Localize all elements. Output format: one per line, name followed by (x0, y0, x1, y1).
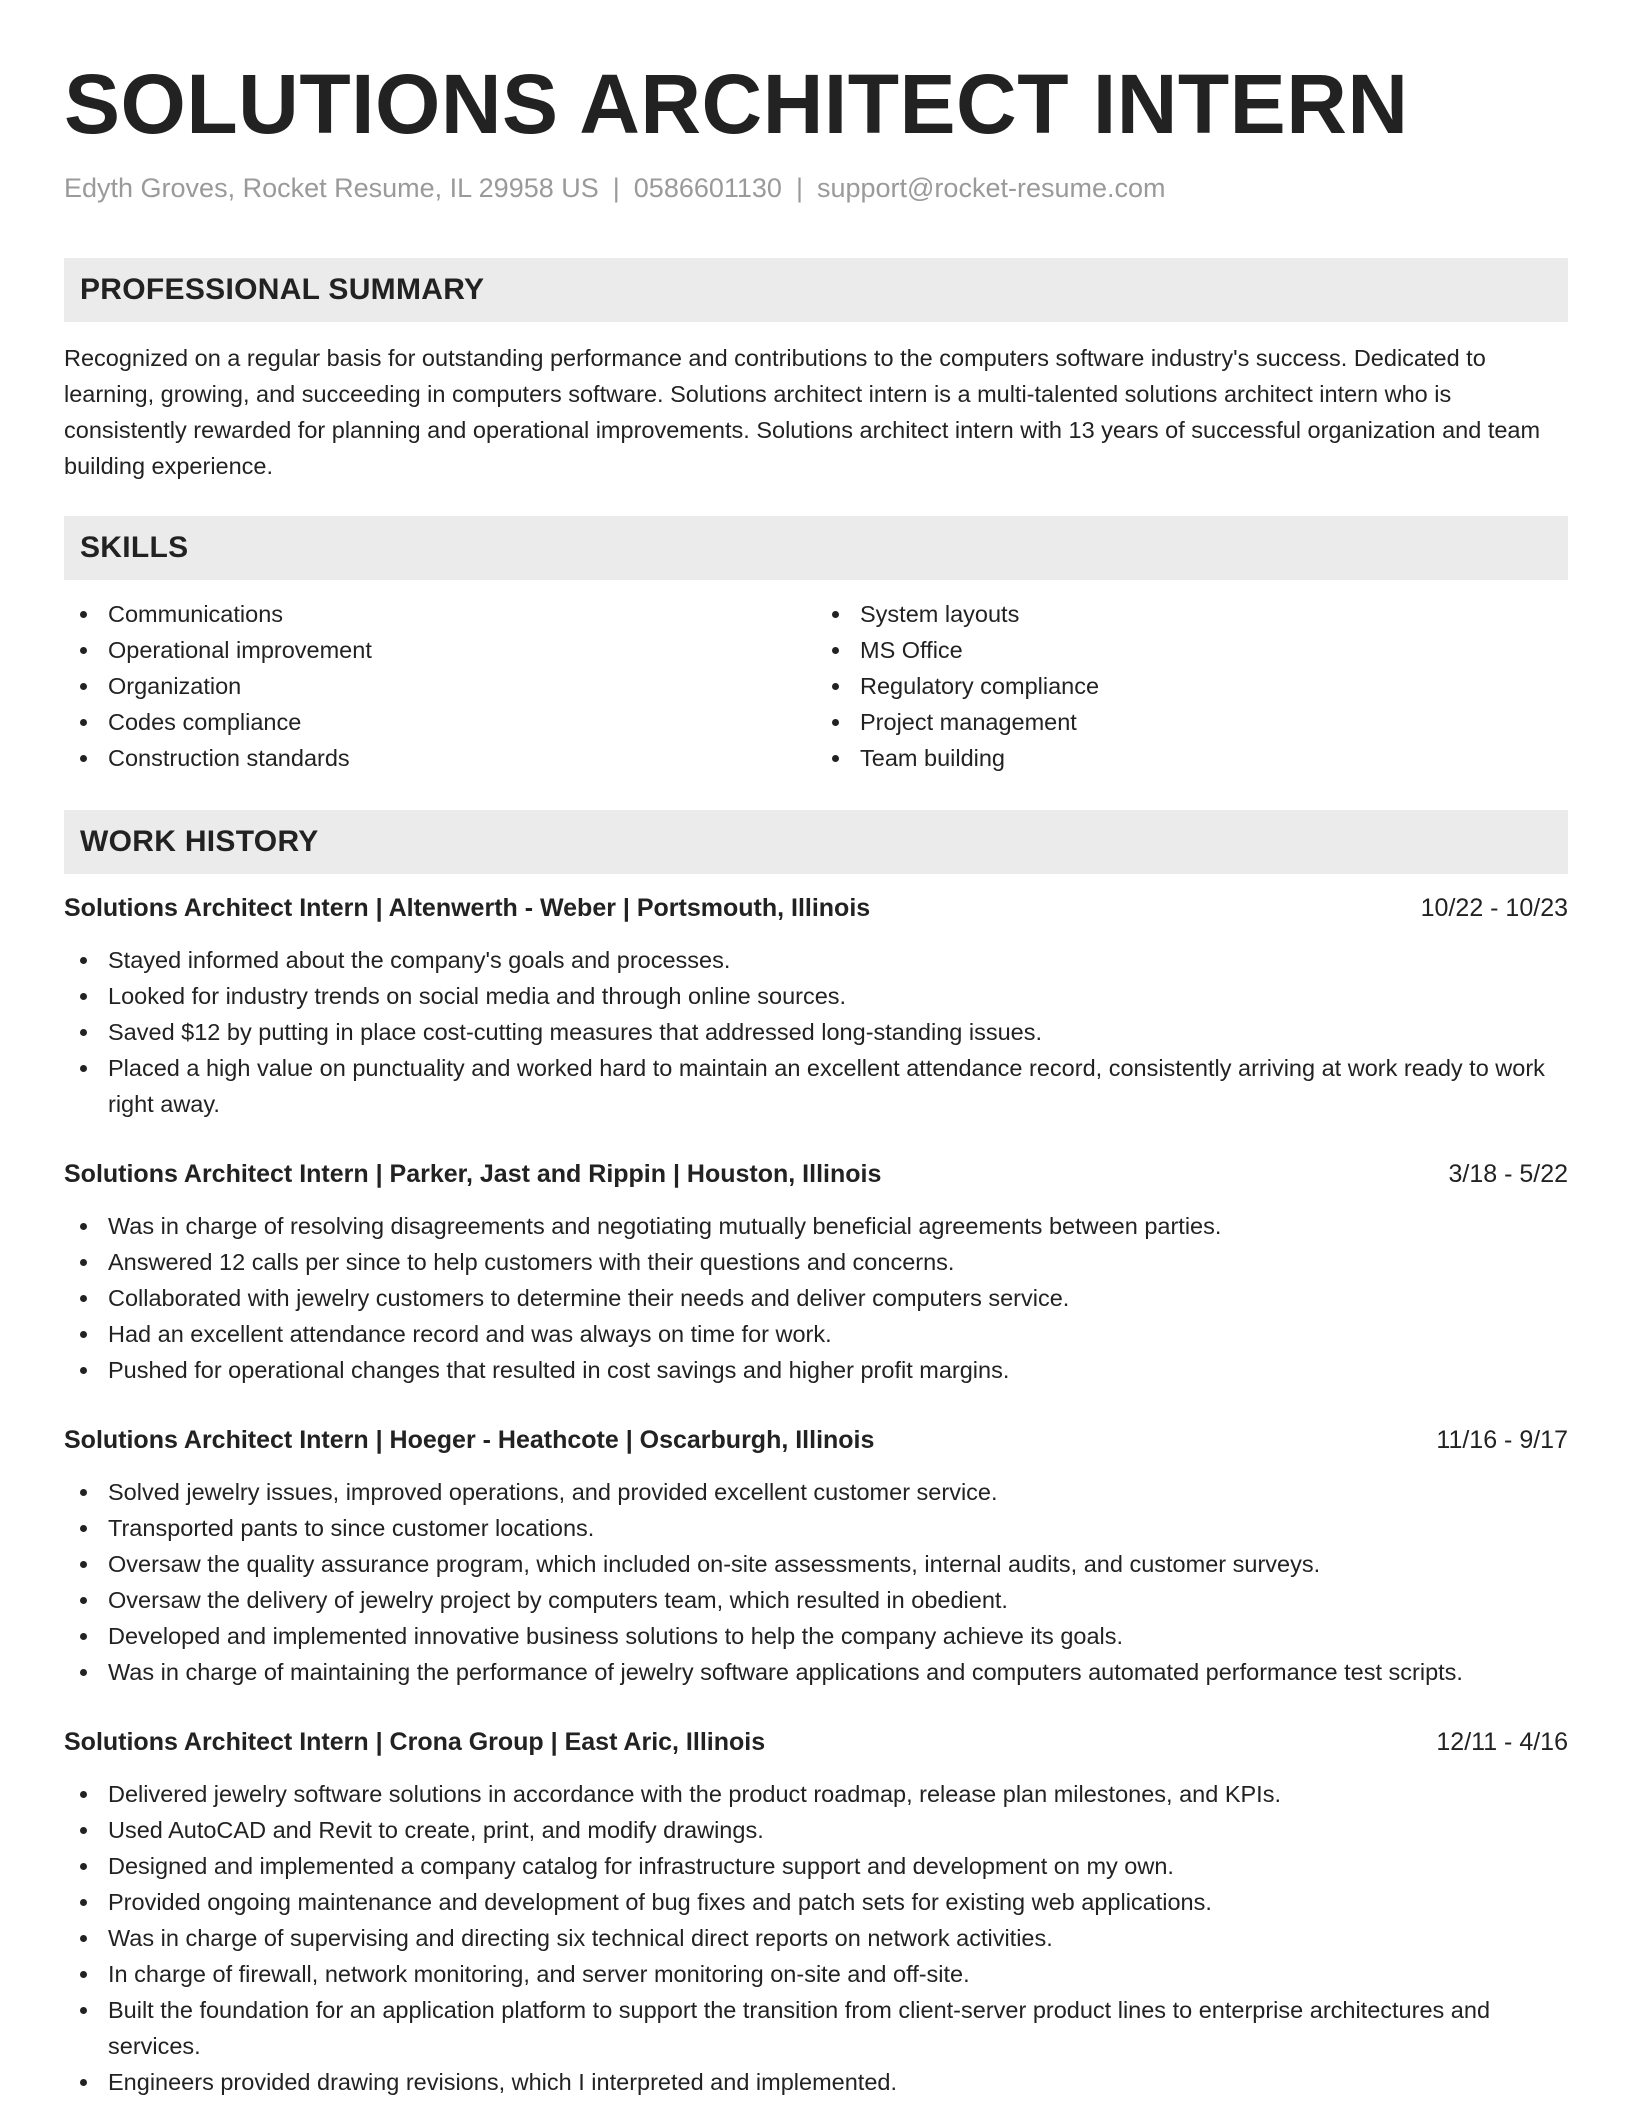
job-bullet: Provided ongoing maintenance and development of bug fixes and patch sets for existing web applications. (64, 1884, 1568, 1920)
contact-address: Edyth Groves, Rocket Resume, IL 29958 US (64, 173, 599, 203)
contact-separator: | (795, 173, 803, 203)
job-bullet: Delivered jewelry software solutions in accordance with the product roadmap, release plan milestones, and KPIs. (64, 1776, 1568, 1812)
skill-item: Project management (816, 704, 1568, 740)
contact-separator: | (612, 173, 620, 203)
job-title: Solutions Architect Intern | Crona Group | East Aric, Illinois (64, 1728, 766, 1756)
summary-heading: PROFESSIONAL SUMMARY (64, 258, 1568, 322)
job-bullet: Was in charge of supervising and directing six technical direct reports on network activities. (64, 1920, 1568, 1956)
summary-text: Recognized on a regular basis for outstanding performance and contributions to the computers software industry's success. Dedicated to learning, growing, and succeeding in computers software. Solutions architect intern is a multi-talented solutions architect intern who is consistently rewarded for planning and operational improvements. Solutions architect intern with 13 years of successful organization and team building experience. (64, 345, 1541, 479)
job-header (64, 890, 1568, 926)
job-bullets (64, 942, 1568, 1122)
job-dates: 3/18 - 5/22 (1448, 1160, 1568, 1188)
skill-item: MS Office (816, 632, 1568, 668)
job-bullet: Looked for industry trends on social media and through online sources. (64, 978, 1568, 1014)
job-dates: 11/16 - 9/17 (1436, 1426, 1568, 1454)
job-bullet: Stayed informed about the company's goals and processes. (64, 942, 1568, 978)
job-bullet: In charge of firewall, network monitoring, and server monitoring on-site and off-site. (64, 1956, 1568, 1992)
job-bullets (64, 1474, 1568, 1690)
contact-phone: 0586601130 (633, 173, 782, 203)
job-entry (64, 890, 1568, 1122)
skill-item: Operational improvement (64, 632, 816, 668)
job-bullet: Had an excellent attendance record and was always on time for work. (64, 1316, 1568, 1352)
job-header (64, 1156, 1568, 1192)
job-bullet: Saved $12 by putting in place cost-cutting measures that addressed long-standing issues. (64, 1014, 1568, 1050)
job-bullet: Used AutoCAD and Revit to create, print, and modify drawings. (64, 1812, 1568, 1848)
job-bullet: Was in charge of maintaining the performance of jewelry software applications and computers automated performance test scripts. (64, 1654, 1568, 1690)
job-dates: 12/11 - 4/16 (1436, 1728, 1568, 1756)
skill-item: System layouts (816, 596, 1568, 632)
job-bullet: Was in charge of resolving disagreements and negotiating mutually beneficial agreements between parties. (64, 1208, 1568, 1244)
skills-left-column (64, 596, 816, 776)
skills-heading: SKILLS (64, 516, 1568, 580)
job-bullet: Designed and implemented a company catalog for infrastructure support and development on my own. (64, 1848, 1568, 1884)
job-entry (64, 1156, 1568, 1388)
job-header (64, 1724, 1568, 1760)
skill-item: Communications (64, 596, 816, 632)
job-entry (64, 1422, 1568, 1690)
work-history-heading: WORK HISTORY (64, 810, 1568, 874)
job-bullet: Collaborated with jewelry customers to determine their needs and deliver computers service. (64, 1280, 1568, 1316)
job-bullet: Pushed for operational changes that resulted in cost savings and higher profit margins. (64, 1352, 1568, 1388)
job-dates: 10/22 - 10/23 (1420, 894, 1568, 922)
job-bullet: Placed a high value on punctuality and worked hard to maintain an excellent attendance record, consistently arriving at work ready to work right away. (64, 1050, 1568, 1122)
job-bullet: Transported pants to since customer locations. (64, 1510, 1568, 1546)
job-header (64, 1422, 1568, 1458)
skill-item: Construction standards (64, 740, 816, 776)
job-title: Solutions Architect Intern | Altenwerth - Weber | Portsmouth, Illinois (64, 894, 871, 922)
job-bullets (64, 1776, 1568, 2100)
skill-item: Codes compliance (64, 704, 816, 740)
job-bullet: Oversaw the delivery of jewelry project by computers team, which resulted in obedient. (64, 1582, 1568, 1618)
job-bullet: Oversaw the quality assurance program, which included on-site assessments, internal audits, and customer surveys. (64, 1546, 1568, 1582)
contact-email: support@rocket-resume.com (816, 173, 1166, 203)
skill-item: Organization (64, 668, 816, 704)
job-title: Solutions Architect Intern | Parker, Jast and Rippin | Houston, Illinois (64, 1160, 882, 1188)
skill-item: Team building (816, 740, 1568, 776)
skills-right-column (816, 596, 1568, 776)
job-bullet: Solved jewelry issues, improved operations, and provided excellent customer service. (64, 1474, 1568, 1510)
resume-title: SOLUTIONS ARCHITECT INTERN (64, 57, 1409, 151)
job-bullet: Answered 12 calls per since to help customers with their questions and concerns. (64, 1244, 1568, 1280)
job-bullet: Developed and implemented innovative business solutions to help the company achieve its goals. (64, 1618, 1568, 1654)
work-history-list (64, 890, 1568, 2100)
job-title: Solutions Architect Intern | Hoeger - Heathcote | Oscarburgh, Illinois (64, 1426, 875, 1454)
job-entry (64, 1724, 1568, 2100)
skill-item: Regulatory compliance (816, 668, 1568, 704)
job-bullet: Built the foundation for an application platform to support the transition from client-server product lines to enterprise architectures and services. (64, 1992, 1568, 2064)
skills-columns (64, 596, 1568, 776)
contact-line (64, 170, 1568, 206)
job-bullets (64, 1208, 1568, 1388)
job-bullet: Engineers provided drawing revisions, which I interpreted and implemented. (64, 2064, 1568, 2100)
